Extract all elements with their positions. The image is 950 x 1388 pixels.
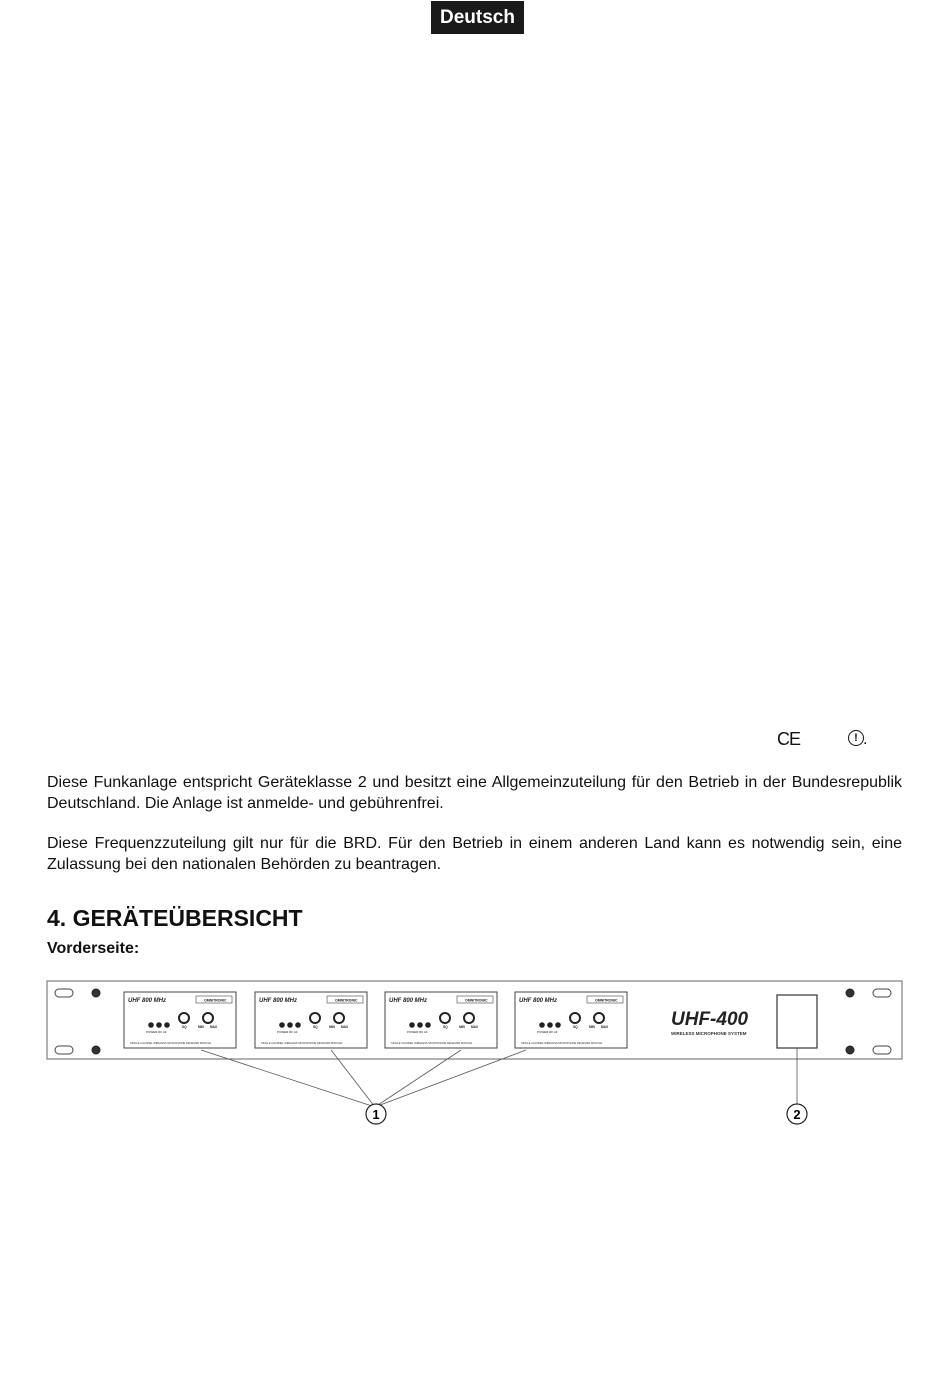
section-title: 4. GERÄTEÜBERSICHT: [47, 905, 303, 931]
module-label: UHF 800 MHz: [259, 998, 298, 1004]
ce-mark: CE: [777, 729, 801, 749]
callout-2-label: 2: [793, 1107, 801, 1122]
front-panel-diagram: [46, 980, 904, 1130]
knob-icon: [570, 1013, 580, 1023]
indicator-led: [156, 1022, 162, 1028]
knob-label: MIN: [329, 1025, 335, 1029]
receiver-module: [515, 992, 627, 1048]
compliance-marks: [777, 729, 877, 753]
indicator-labels: POWER RF AF: [407, 1030, 428, 1034]
knob-icon: [310, 1013, 320, 1023]
power-switch: [777, 995, 817, 1048]
knob-label: SQ: [443, 1025, 448, 1029]
indicator-led: [539, 1022, 545, 1028]
brand-label: OMNITRONIC: [204, 998, 227, 1003]
marks-period: .: [863, 731, 868, 748]
module-label: UHF 800 MHz: [519, 998, 558, 1004]
paragraph-frequency: Diese Frequenzzuteilung gilt nur für die BRD. Für den Betrieb in einem anderen Land kann es notwendig sein, eine Zulassung bei den nationalen Behörden zu beantragen.: [47, 835, 902, 873]
indicator-labels: POWER RF AF: [277, 1030, 298, 1034]
brand-label: OMNITRONIC: [465, 998, 488, 1003]
indicator-labels: POWER RF AF: [146, 1030, 167, 1034]
indicator-led: [148, 1022, 154, 1028]
module-label: UHF 800 MHz: [389, 998, 428, 1004]
knob-label: MIN: [198, 1025, 204, 1029]
indicator-led: [409, 1022, 415, 1028]
section-subtitle: Vorderseite:: [47, 940, 140, 957]
indicator-led: [287, 1022, 293, 1028]
knob-icon: [440, 1013, 450, 1023]
knob-label: MIN: [589, 1025, 595, 1029]
indicator-led: [295, 1022, 301, 1028]
knob-icon: [334, 1013, 344, 1023]
knob-label: SQ: [573, 1025, 578, 1029]
module-footer: SINGLE CHANNEL WIRELESS MICROPHONE RECEIVER MODULE: [130, 1042, 212, 1045]
knob-icon: [179, 1013, 189, 1023]
knob-icon: [203, 1013, 213, 1023]
paragraph-device-class: Diese Funkanlage entspricht Geräteklasse 2 und besitzt eine Allgemeinzuteilung für den Betrieb in der Bundesrepublik Deutschland. Die Anlage ist anmelde- und gebührenfrei.: [47, 774, 902, 812]
knob-icon: [464, 1013, 474, 1023]
callout-1-label: 1: [372, 1107, 380, 1122]
knob-label: MAX: [341, 1025, 349, 1029]
indicator-led: [425, 1022, 431, 1028]
indicator-labels: POWER RF AF: [537, 1030, 558, 1034]
indicator-led: [164, 1022, 170, 1028]
module-footer: SINGLE CHANNEL WIRELESS MICROPHONE RECEIVER MODULE: [261, 1042, 343, 1045]
knob-label: MAX: [471, 1025, 479, 1029]
language-tab: Deutsch: [431, 1, 524, 34]
brand-label: OMNITRONIC: [595, 998, 618, 1003]
knob-label: MAX: [601, 1025, 609, 1029]
knob-label: MAX: [210, 1025, 218, 1029]
indicator-led: [279, 1022, 285, 1028]
module-label: UHF 800 MHz: [128, 998, 167, 1004]
model-subtitle: WIRELESS MICROPHONE SYSTEM: [671, 1031, 747, 1036]
receiver-module: [124, 992, 236, 1048]
knob-label: SQ: [182, 1025, 187, 1029]
knob-icon: [594, 1013, 604, 1023]
brand-label: OMNITRONIC: [335, 998, 358, 1003]
knob-label: SQ: [313, 1025, 318, 1029]
receiver-module: [385, 992, 497, 1048]
module-footer: SINGLE CHANNEL WIRELESS MICROPHONE RECEIVER MODULE: [521, 1042, 603, 1045]
knob-label: MIN: [459, 1025, 465, 1029]
indicator-led: [417, 1022, 423, 1028]
indicator-led: [547, 1022, 553, 1028]
alert-class-mark: !: [848, 730, 864, 746]
module-footer: SINGLE CHANNEL WIRELESS MICROPHONE RECEIVER MODULE: [391, 1042, 473, 1045]
model-label: UHF-400: [671, 1009, 749, 1030]
receiver-module: [255, 992, 367, 1048]
indicator-led: [555, 1022, 561, 1028]
